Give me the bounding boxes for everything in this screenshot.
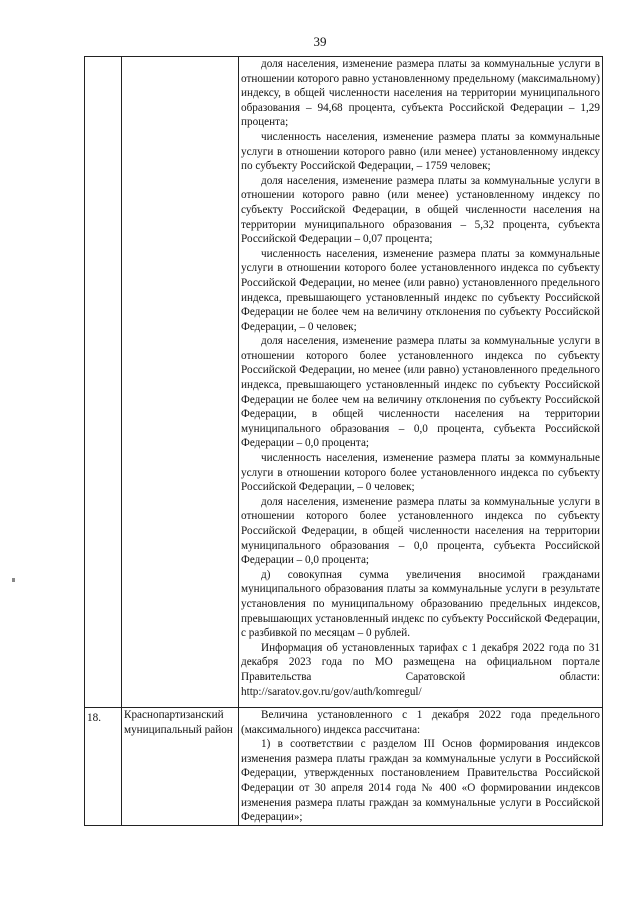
document-table — [84, 56, 603, 826]
content-cell — [239, 57, 603, 708]
paragraph: д) совокупная сумма увеличения вносимой гражданами муниципального образования платы за коммунальные услуги в результате установления по муниципальному образованию предельных индексов, превышающих установленный индекс по субъекту Российской Федерации, с разбивкой по месяцам – 0 рублей. — [241, 568, 600, 640]
paragraph: доля населения, изменение размера платы за коммунальные услуги в отношении которого более установленного индекса по субъекту Российской Федерации, но менее (или равно) установленного предельного индекса, превышающего установленный индекс по субъекту Российской Федерации не более чем на величину отклонения по субъекту Российской Федерации, в общей численности населения на территории муниципального образования – 0,0 процента, субъекта Российской Федерации – 0,0 процента; — [241, 335, 600, 450]
page-number: 39 — [313, 34, 327, 49]
row-number-cell — [85, 57, 122, 708]
paragraph: численность населения, изменение размера платы за коммунальные услуги в отношении которого более установленного индекса по субъекту Российской Федерации, – 0 человек; — [241, 452, 600, 494]
content-cell — [239, 708, 603, 826]
table-row — [85, 57, 603, 708]
paragraph: численность населения, изменение размера платы за коммунальные услуги в отношении которого равно (или менее) установленному индексу по субъекту Российской Федерации, – 1759 человек; — [241, 130, 600, 173]
region-cell — [122, 708, 239, 826]
paragraph: численность населения, изменение размера платы за коммунальные услуги в отношении которого более установленного индекса по субъекту Российской Федерации, но менее (или равно) установленного предельного индекса, превышающего установленный индекс по субъекту Российской Федерации не более чем на величину отклонения по субъекту Российской Федерации, – 0 человек; — [241, 247, 600, 333]
paragraph: Информация об установленных тарифах с 1 декабря 2022 года по 31 декабря 2023 года по МО размещена на официальном портале Правительства Саратовской области: http://saratov.gov.ru/gov/auth/komregul/ — [241, 641, 600, 698]
scan-mark — [12, 578, 15, 582]
region-name: Краснопартизанский муниципальный район — [124, 709, 233, 736]
paragraph: 1) в соответствии с разделом III Основ формирования индексов изменения размера платы граждан за коммунальные услуги в Российской Федерации, утвержденных постановлением Правительства Российской Федерации от 30 апреля 2014 года № 400 «О формировании индексов изменения размера платы граждан за коммунальные услуги в Российской Федерации»; — [241, 738, 600, 824]
paragraph: Величина установленного с 1 декабря 2022 года предельного (максимального) индекса рассчитана: — [241, 709, 600, 736]
paragraph: доля населения, изменение размера платы за коммунальные услуги в отношении которого более установленного индекса по субъекту Российской Федерации, в общей численности населения на территории муниципального образования – 0,0 процента, субъекта Российской Федерации – 0,0 процента; — [241, 495, 600, 567]
paragraph: доля населения, изменение размера платы за коммунальные услуги в отношении которого равно установленному предельному (максимальному) индексу, в общей численности населения на территории муниципального образования – 94,68 процента, субъекта Российской Федерации – 1,29 процента; — [241, 58, 600, 129]
paragraph: доля населения, изменение размера платы за коммунальные услуги в отношении которого равно (или менее) установленному индексу по субъекту Российской Федерации, в общей численности населения на территории муниципального образования – 5,32 процента, субъекта Российской Федерации – 0,07 процента; — [241, 174, 600, 246]
row-number: 18. — [87, 712, 101, 724]
region-cell — [122, 57, 239, 708]
row-number-cell — [85, 708, 122, 826]
table-row — [85, 708, 603, 826]
